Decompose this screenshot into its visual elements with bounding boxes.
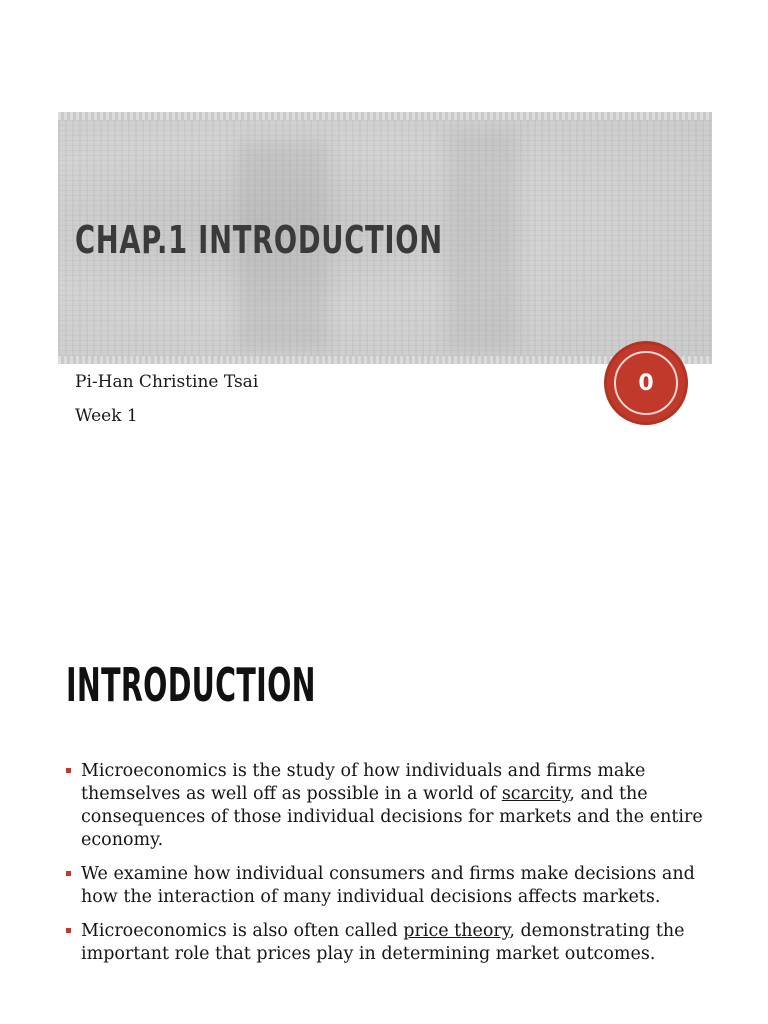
bullet-text: , and the consequences of those individual decisions for markets and the entire economy. [81,784,703,850]
week-label: Week 1 [75,406,138,426]
bullet-underlined-term: price theory [403,921,510,941]
bullet-text: Microeconomics is also often called [81,921,404,941]
slide-title: CHAP.1 INTRODUCTION [75,218,443,262]
bullet-underlined-term: scarcity [501,784,570,804]
bullet-text: , demonstrating the important role that prices play in determining market outcomes. [81,921,685,964]
bullet-item [64,920,714,966]
bullet-text: Microeconomics is the study of how individuals and firms make themselves as well off as possible in a world of [81,761,646,804]
bullet-marker-icon [66,928,71,933]
slide-number: 0 [638,370,654,396]
author-name: Pi-Han Christine Tsai [75,372,259,392]
bullet-marker-icon [66,768,71,773]
bullet-item [64,863,714,909]
introduction-slide [0,580,768,1024]
slide-number-badge [607,344,685,422]
bullet-list [64,760,714,977]
title-band-top-edge [58,112,712,120]
bullet-item [64,760,714,852]
bullet-marker-icon [66,871,71,876]
section-heading: INTRODUCTION [66,658,316,712]
bullet-text: We examine how individual consumers and firms make decisions and how the interaction of many individual decisions affects markets. [81,864,695,907]
